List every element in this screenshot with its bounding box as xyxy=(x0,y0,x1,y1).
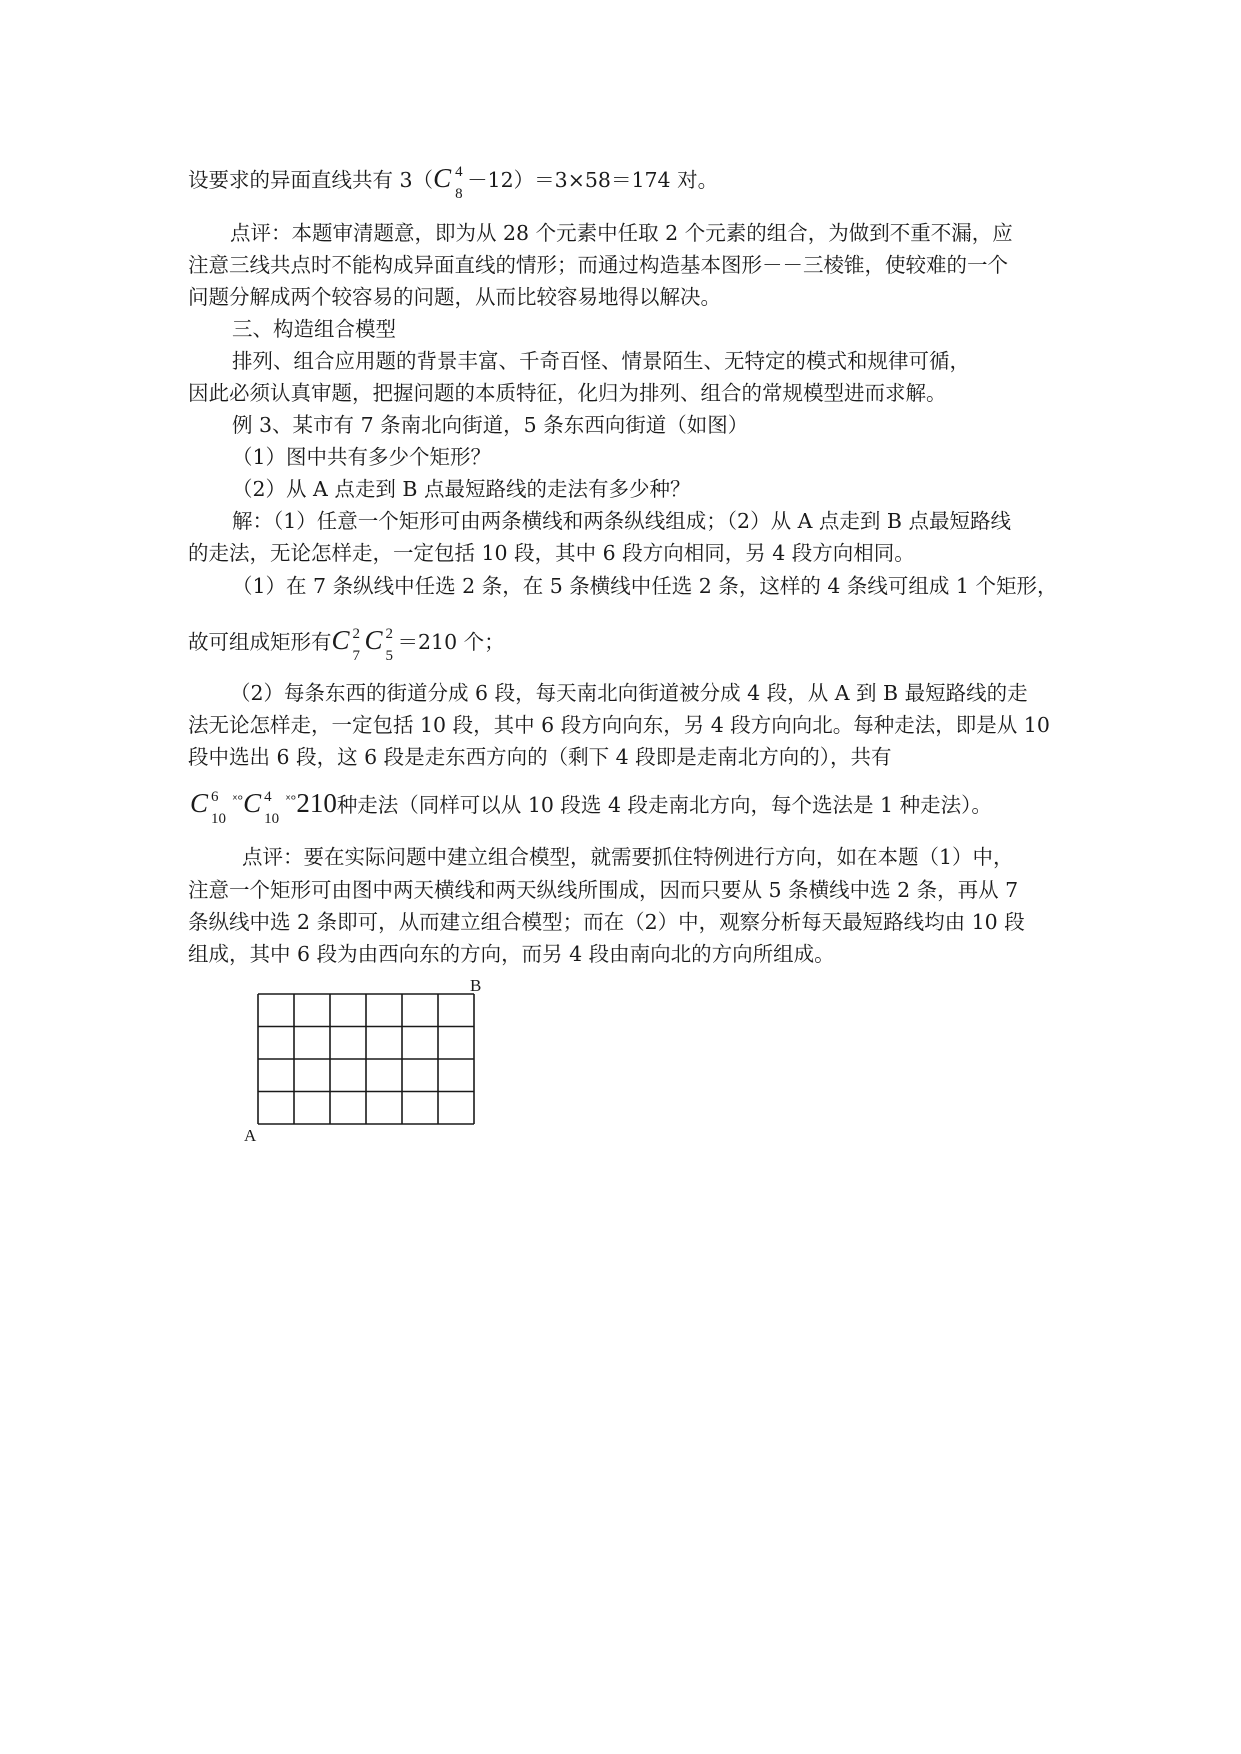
combination-symbol: C xyxy=(364,625,383,655)
solution-line-2: 的走法，无论怎样走，一定包括 10 段，其中 6 段方向相同，另 4 段方向相同。 xyxy=(188,541,915,565)
combination-symbol: C xyxy=(331,625,350,655)
comment-paragraph-line-2: 注意三线共点时不能构成异面直线的情形；而通过构造基本图形－－三棱锥，使较难的一个 xyxy=(188,253,1008,277)
combination-symbol: C xyxy=(190,788,209,818)
example-title: 例 3、某市有 7 条南北向街道，5 条东西向街道（如图） xyxy=(232,413,749,437)
subscript: 10 xyxy=(211,811,226,827)
garbled-operator-glyph: ˣᵒ xyxy=(232,793,244,808)
intro-paragraph-line-2: 因此必须认真审题，把握问题的本质特征，化归为排列、组合的常规模型进而求解。 xyxy=(188,381,947,405)
result-number: 210 xyxy=(296,788,337,818)
solution-line-1: 解：（1）任意一个矩形可由两条横线和两条纵线组成；（2）从 A 点走到 B 点最短路线 xyxy=(232,509,1012,533)
combination-c-10-4 xyxy=(243,788,285,827)
combination-symbol: C xyxy=(243,788,262,818)
solution-part-2-line-3: 段中选出 6 段，这 6 段是走东西方向的（剩下 4 段即是走南北方向的），共有 xyxy=(188,745,892,769)
question-1: （1）图中共有多少个矩形？ xyxy=(232,445,492,469)
superscript: 4 xyxy=(264,789,272,805)
comment2-line-3: 条纵线中选 2 条即可，从而建立组合模型；而在（2）中，观察分析每天最短路线均由 10 段 xyxy=(188,910,1025,934)
solution-part-1-line-2 xyxy=(188,625,505,664)
combination-c-8-4 xyxy=(433,163,467,202)
text-segment: 种走法（同样可以从 10 段选 4 段走南北方向，每个选法是 1 种走法）。 xyxy=(336,793,992,817)
garbled-operator-glyph: ˣᵒ xyxy=(285,793,297,808)
comment2-line-2: 注意一个矩形可由图中两天横线和两天纵线所围成，因而只要从 5 条横线中选 2 条，再从 7 xyxy=(188,878,1019,902)
combination-c-10-6 xyxy=(190,788,232,827)
comment2-line-4: 组成，其中 6 段为由西向东的方向，而另 4 段由南向北的方向所组成。 xyxy=(188,942,835,966)
subscript: 10 xyxy=(264,811,280,827)
superscript: 6 xyxy=(211,789,219,805)
solution-part-2-line-2: 法无论怎样走，一定包括 10 段，其中 6 段方向向东，另 4 段方向向北。每种走法，即是从 10 xyxy=(188,713,1050,737)
superscript: 2 xyxy=(352,626,360,642)
answer-line xyxy=(188,163,719,202)
text-segment: －12）＝3×58＝174 对。 xyxy=(467,168,719,192)
intro-paragraph-line-1: 排列、组合应用题的背景丰富、千奇百怪、情景陌生、无特定的模式和规律可循， xyxy=(232,349,970,373)
text-segment: ＝210 个； xyxy=(397,630,505,654)
comment2-line-1: 点评：要在实际问题中建立组合模型，就需要抓住特例进行方向，如在本题（1）中， xyxy=(242,845,1014,869)
combination-c-5-2 xyxy=(364,625,398,664)
point-a-label: A xyxy=(244,1126,257,1145)
combination-c-7-2 xyxy=(331,625,365,664)
point-b-label: B xyxy=(470,976,482,995)
question-2: （2）从 A 点走到 B 点最短路线的走法有多少种？ xyxy=(232,477,691,501)
solution-part-2-formula-line xyxy=(190,788,992,827)
subscript: 5 xyxy=(385,648,393,664)
comment-paragraph-line-1: 点评：本题审清题意，即为从 28 个元素中任取 2 个元素的组合，为做到不重不漏，应 xyxy=(230,221,1013,245)
solution-part-1-line-1: （1）在 7 条纵线中任选 2 条，在 5 条横线中任选 2 条，这样的 4 条线可组成 1 个矩形， xyxy=(232,574,1058,598)
text-segment: 故可组成矩形有 xyxy=(188,630,332,654)
comment-paragraph-line-3: 问题分解成两个较容易的问题，从而比较容易地得以解决。 xyxy=(188,285,721,309)
subscript: 8 xyxy=(455,186,463,202)
street-grid-figure xyxy=(236,982,476,1142)
subscript: 7 xyxy=(352,648,360,664)
text-segment: 设要求的异面直线共有 3（ xyxy=(188,168,434,192)
superscript: 4 xyxy=(455,164,463,180)
solution-part-2-line-1: （2）每条东西的街道分成 6 段，每天南北向街道被分成 4 段，从 A 到 B 最短路线的走 xyxy=(230,681,1028,705)
combination-symbol: C xyxy=(433,163,452,193)
superscript: 2 xyxy=(385,626,393,642)
section-heading: 三、构造组合模型 xyxy=(232,317,396,341)
